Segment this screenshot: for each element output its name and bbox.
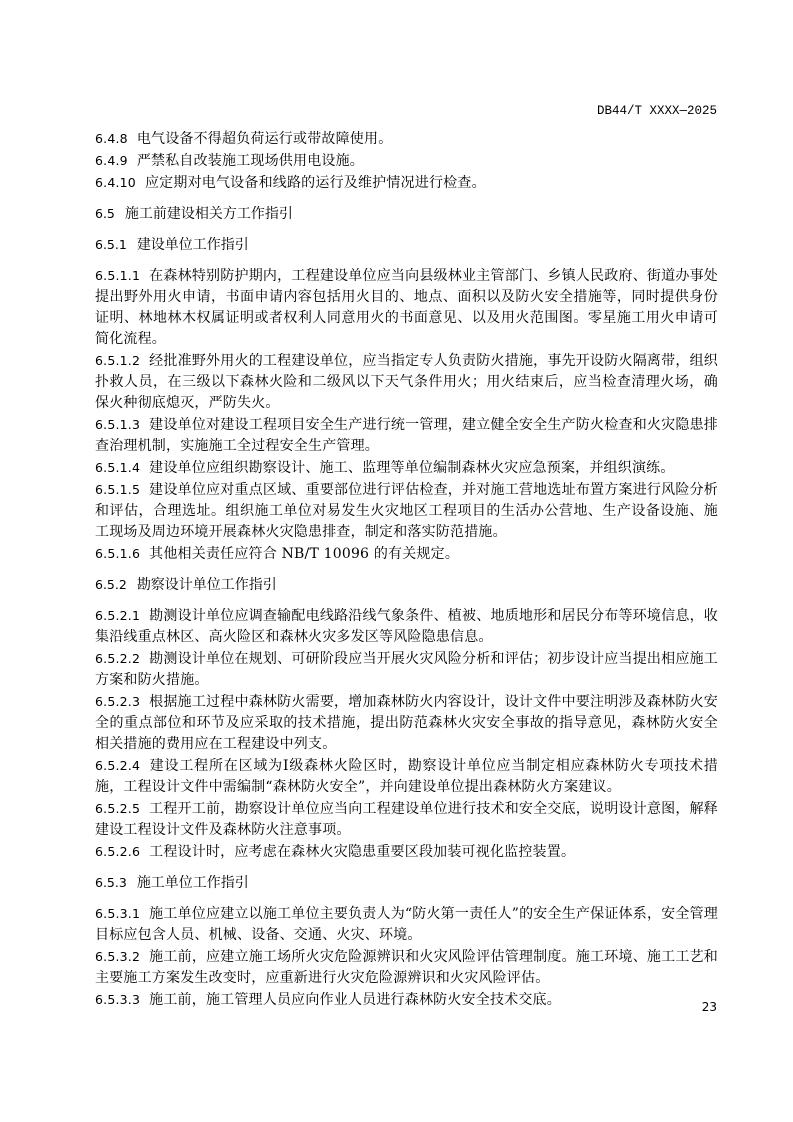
- clause-paragraph: [95, 479, 718, 543]
- clause-paragraph: [95, 903, 718, 946]
- clause-number: 6.5.2.1: [95, 608, 141, 623]
- clause-paragraph: [95, 128, 718, 150]
- clause-number: 6.5: [95, 206, 115, 221]
- clause-paragraph: [95, 350, 718, 414]
- clause-paragraph: [95, 946, 718, 989]
- clause-number: 6.4.8: [95, 131, 128, 146]
- section-heading: [95, 234, 718, 256]
- clause-paragraph: [95, 798, 718, 841]
- clause-text: 电气设备不得超负荷运行或带故障使用。: [136, 131, 393, 147]
- clause-number: 6.5.3: [95, 875, 127, 890]
- clause-text: 建设工程所在区域为Ⅰ级森林火险区时，勘察设计单位应当制定相应森林防火专项技术措施，工程设计文件中需编制“森林防火安全”，并向建设单位提出森林防火方案建议。: [95, 758, 718, 795]
- clause-text: 在森林特别防护期内，工程建设单位应当向县级林业主管部门、乡镇人民政府、街道办事处提出野外用火申请，书面申请内容包括用火目的、地点、面积以及防火安全措施等，同时提供身份证明、林地林木权属证明或者权利人同意用火的书面意见、以及用火范围图。零星施工用火申请可简化流程。: [95, 268, 718, 347]
- clause-text: 勘察设计单位工作指引: [136, 577, 277, 593]
- clause-number: 6.5.3.2: [95, 949, 141, 964]
- clause-paragraph: [95, 841, 718, 863]
- clause-paragraph: [95, 648, 718, 691]
- clause-paragraph: [95, 691, 718, 755]
- clause-number: 6.5.1.4: [95, 460, 141, 475]
- clause-number: 6.5.2.3: [95, 694, 141, 709]
- clause-text: 建设单位工作指引: [136, 237, 249, 253]
- clause-text: 施工前建设相关方工作指引: [124, 206, 293, 222]
- clause-text: 根据施工过程中森林防火需要，增加森林防火内容设计，设计文件中要注明涉及森林防火安全的重点部位和环节及应采取的技术措施，提出防范森林火灾安全事故的指导意见，森林防火安全相关措施的费用应在工程建设中列支。: [95, 694, 718, 752]
- clause-paragraph: [95, 605, 718, 648]
- clause-paragraph: [95, 265, 718, 350]
- clause-number: 6.5.3.1: [95, 906, 141, 921]
- clause-text: 严禁私自改装施工现场供用电设施。: [136, 153, 365, 169]
- clause-paragraph: [95, 414, 718, 457]
- clause-number: 6.4.9: [95, 153, 128, 168]
- clause-number: 6.5.1.5: [95, 482, 141, 497]
- clause-number: 6.5.1.2: [95, 353, 141, 368]
- clause-number: 6.5.2.2: [95, 651, 141, 666]
- clause-number: 6.5.1.1: [95, 268, 141, 283]
- clause-text: 应定期对电气设备和线路的运行及维护情况进行检查。: [144, 175, 486, 191]
- clause-paragraph: [95, 457, 718, 479]
- clause-number: 6.5.2.4: [95, 758, 141, 773]
- clause-paragraph: [95, 543, 718, 565]
- clause-number: 6.5.1.6: [95, 546, 141, 561]
- clause-text: 施工前，施工管理人员应向作业人员进行森林防火安全技术交底。: [149, 992, 561, 1008]
- clause-text: 其他相关责任应符合 NB/T 10096 的有关规定。: [149, 546, 460, 562]
- clause-text: 施工前，应建立施工场所火灾危险源辨识和火灾风险评估管理制度。施工环境、施工工艺和主要施工方案发生改变时，应重新进行火灾危险源辨识和火灾风险评估。: [95, 949, 718, 986]
- clause-text: 施工单位应建立以施工单位主要负责人为“防火第一责任人”的安全生产保证体系，安全管理目标应包含人员、机械、设备、交通、火灾、环境。: [95, 906, 718, 943]
- document-body: [95, 128, 718, 1011]
- clause-number: 6.5.1.3: [95, 417, 141, 432]
- clause-paragraph: [95, 172, 718, 194]
- clause-text: 经批准野外用火的工程建设单位，应当指定专人负责防火措施，事先开设防火隔离带，组织扑救人员，在三级以下森林火险和二级风以下天气条件用火；用火结束后，应当检查清理火场，确保火种彻底熄灭，严防失火。: [95, 353, 718, 411]
- clause-text: 建设单位对建设工程项目安全生产进行统一管理，建立健全安全生产防火检查和火灾隐患排查治理机制，实施施工全过程安全生产管理。: [95, 417, 718, 454]
- section-heading: [95, 574, 718, 596]
- clause-text: 工程设计时，应考虑在森林火灾隐患重要区段加装可视化监控装置。: [149, 844, 576, 860]
- document-code: DB44/T XXXX—2025: [596, 104, 717, 118]
- clause-number: 6.5.1: [95, 237, 127, 252]
- clause-text: 工程开工前，勘察设计单位应当向工程建设单位进行技术和安全交底，说明设计意图，解释建设工程设计文件及森林防火注意事项。: [95, 801, 718, 838]
- clause-paragraph: [95, 150, 718, 172]
- clause-number: 6.5.2: [95, 577, 127, 592]
- clause-text: 施工单位工作指引: [136, 875, 249, 891]
- clause-number: 6.4.10: [95, 175, 136, 190]
- section-heading: [95, 872, 718, 894]
- clause-text: 建设单位应组织勘察设计、施工、监理等单位编制森林火灾应急预案，并组织演练。: [149, 460, 675, 476]
- clause-paragraph: [95, 989, 718, 1011]
- clause-number: 6.5.3.3: [95, 992, 141, 1007]
- clause-text: 勘测设计单位在规划、可研阶段应当开展火灾风险分析和评估；初步设计应当提出相应施工方案和防火措施。: [95, 651, 718, 688]
- clause-number: 6.5.2.6: [95, 844, 141, 859]
- clause-text: 勘测设计单位应调查输配电线路沿线气象条件、植被、地质地形和居民分布等环境信息，收集沿线重点林区、高火险区和森林火灾多发区等风险隐患信息。: [95, 608, 718, 645]
- page-number: 23: [701, 1000, 717, 1014]
- clause-paragraph: [95, 755, 718, 798]
- clause-text: 建设单位应对重点区域、重要部位进行评估检查，并对施工营地选址布置方案进行风险分析和评估，合理选址。组织施工单位对易发生火灾地区工程项目的生活办公营地、生产设备设施、施工现场及周边环境开展森林火灾隐患排查，制定和落实防范措施。: [95, 482, 718, 540]
- section-heading: [95, 203, 718, 225]
- clause-number: 6.5.2.5: [95, 801, 141, 816]
